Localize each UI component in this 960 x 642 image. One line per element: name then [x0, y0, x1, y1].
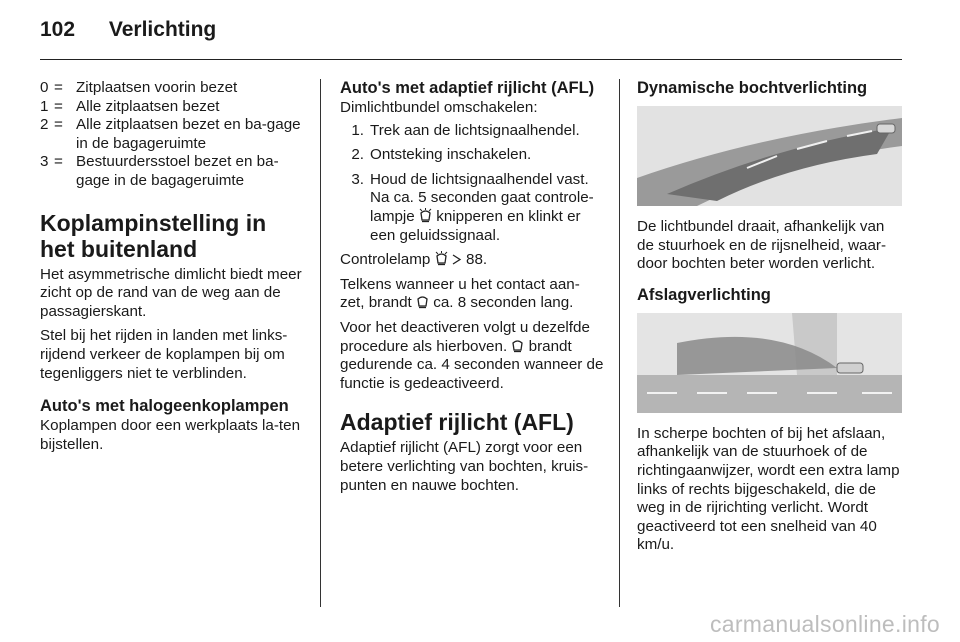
- watermark: carmanualsonline.info: [709, 611, 940, 637]
- paragraph: Voor het deactiveren volgt u dezelfde procedure als hierboven. brandt gedurende ca. 4 seconden wanneer de functie is gedeactiveerd.: [340, 318, 604, 392]
- list-item: 2. Ontsteking inschakelen.: [351, 146, 532, 164]
- header-rule: [40, 59, 902, 60]
- paragraph: Koplampen door een werkplaats la-ten bijstellen.: [40, 417, 301, 453]
- page-header: [40, 18, 216, 42]
- steps-list: [340, 122, 604, 246]
- paragraph: Het asymmetrische dimlicht biedt meer zicht op de rand van de weg aan de passagierskant.: [40, 265, 302, 320]
- afl-warning-lamp-icon: [511, 338, 524, 353]
- paragraph: Dimlichtbundel omschakelen:: [340, 99, 538, 116]
- column-left: [40, 79, 306, 460]
- column-divider: [320, 79, 321, 607]
- afl-warning-lamp-icon: [419, 208, 432, 223]
- section-heading: Koplampinstelling in het buitenland: [40, 209, 267, 262]
- legend-row: 1 = Alle zitplaatsen bezet: [40, 97, 220, 115]
- turning-light-illustration: [637, 313, 902, 413]
- subsection-heading: Auto's met halogeenkoplampen: [40, 397, 289, 416]
- subsection-heading: Afslagverlichting: [637, 285, 771, 304]
- paragraph: De lichtbundel draait, afhankelijk van de stuurhoek en de rijsnelheid, waar-door bochten beter worden verlicht.: [637, 218, 887, 273]
- column-middle: [340, 79, 604, 501]
- section-heading: Adaptief rijlicht (AFL): [340, 409, 574, 436]
- paragraph: Stel bij het rijden in landen met links-rijdend verkeer de koplampen bij om tegenliggers niet te verblinden.: [40, 327, 288, 382]
- seat-legend: [40, 79, 306, 191]
- afl-warning-lamp-icon: [416, 294, 429, 309]
- subsection-heading: Dynamische bochtverlichting: [637, 79, 868, 97]
- column-divider: [619, 79, 620, 607]
- page-number: 102: [40, 18, 76, 41]
- legend-row: 2 = Alle zitplaatsen bezet en ba-gage in de bagageruimte: [40, 116, 301, 152]
- paragraph: Adaptief rijlicht (AFL) zorgt voor een betere verlichting van bochten, kruis-punten en nauwe bochten.: [340, 439, 589, 494]
- legend-row: 0 = Zitplaatsen voorin bezet: [40, 79, 238, 96]
- subsection-heading: Auto's met adaptief rijlicht (AFL): [340, 79, 595, 97]
- afl-warning-lamp-icon: [435, 251, 448, 266]
- list-item: 3. Houd de lichtsignaalhendel vast. Na ca. 5 seconden gaat controle-lampje knipperen en klinkt er een geluidssignaal.: [351, 170, 594, 244]
- paragraph: In scherpe bochten of bij het afslaan, afhankelijk van de stuurhoek of de richtingaanwijzer, wordt een extra lamp links of rechts bijgeschakeld, die de weg in de rijrichting verlicht. Wordt geactiveerd tot een snelheid van 40 km/u.: [637, 424, 900, 554]
- page-title: Verlichting: [108, 18, 217, 41]
- dynamic-cornering-light-illustration: [637, 106, 902, 206]
- legend-row: 3 = Bestuurdersstoel bezet en ba-gage in de bagageruimte: [40, 153, 279, 189]
- page-reference-arrow-icon: [452, 253, 462, 266]
- column-right: [637, 79, 902, 561]
- paragraph: Telkens wanneer u het contact aan-zet, brandt ca. 8 seconden lang.: [340, 275, 580, 312]
- list-item: 1. Trek aan de lichtsignaalhendel.: [351, 121, 580, 139]
- paragraph: Controlelamp 88.: [340, 251, 488, 269]
